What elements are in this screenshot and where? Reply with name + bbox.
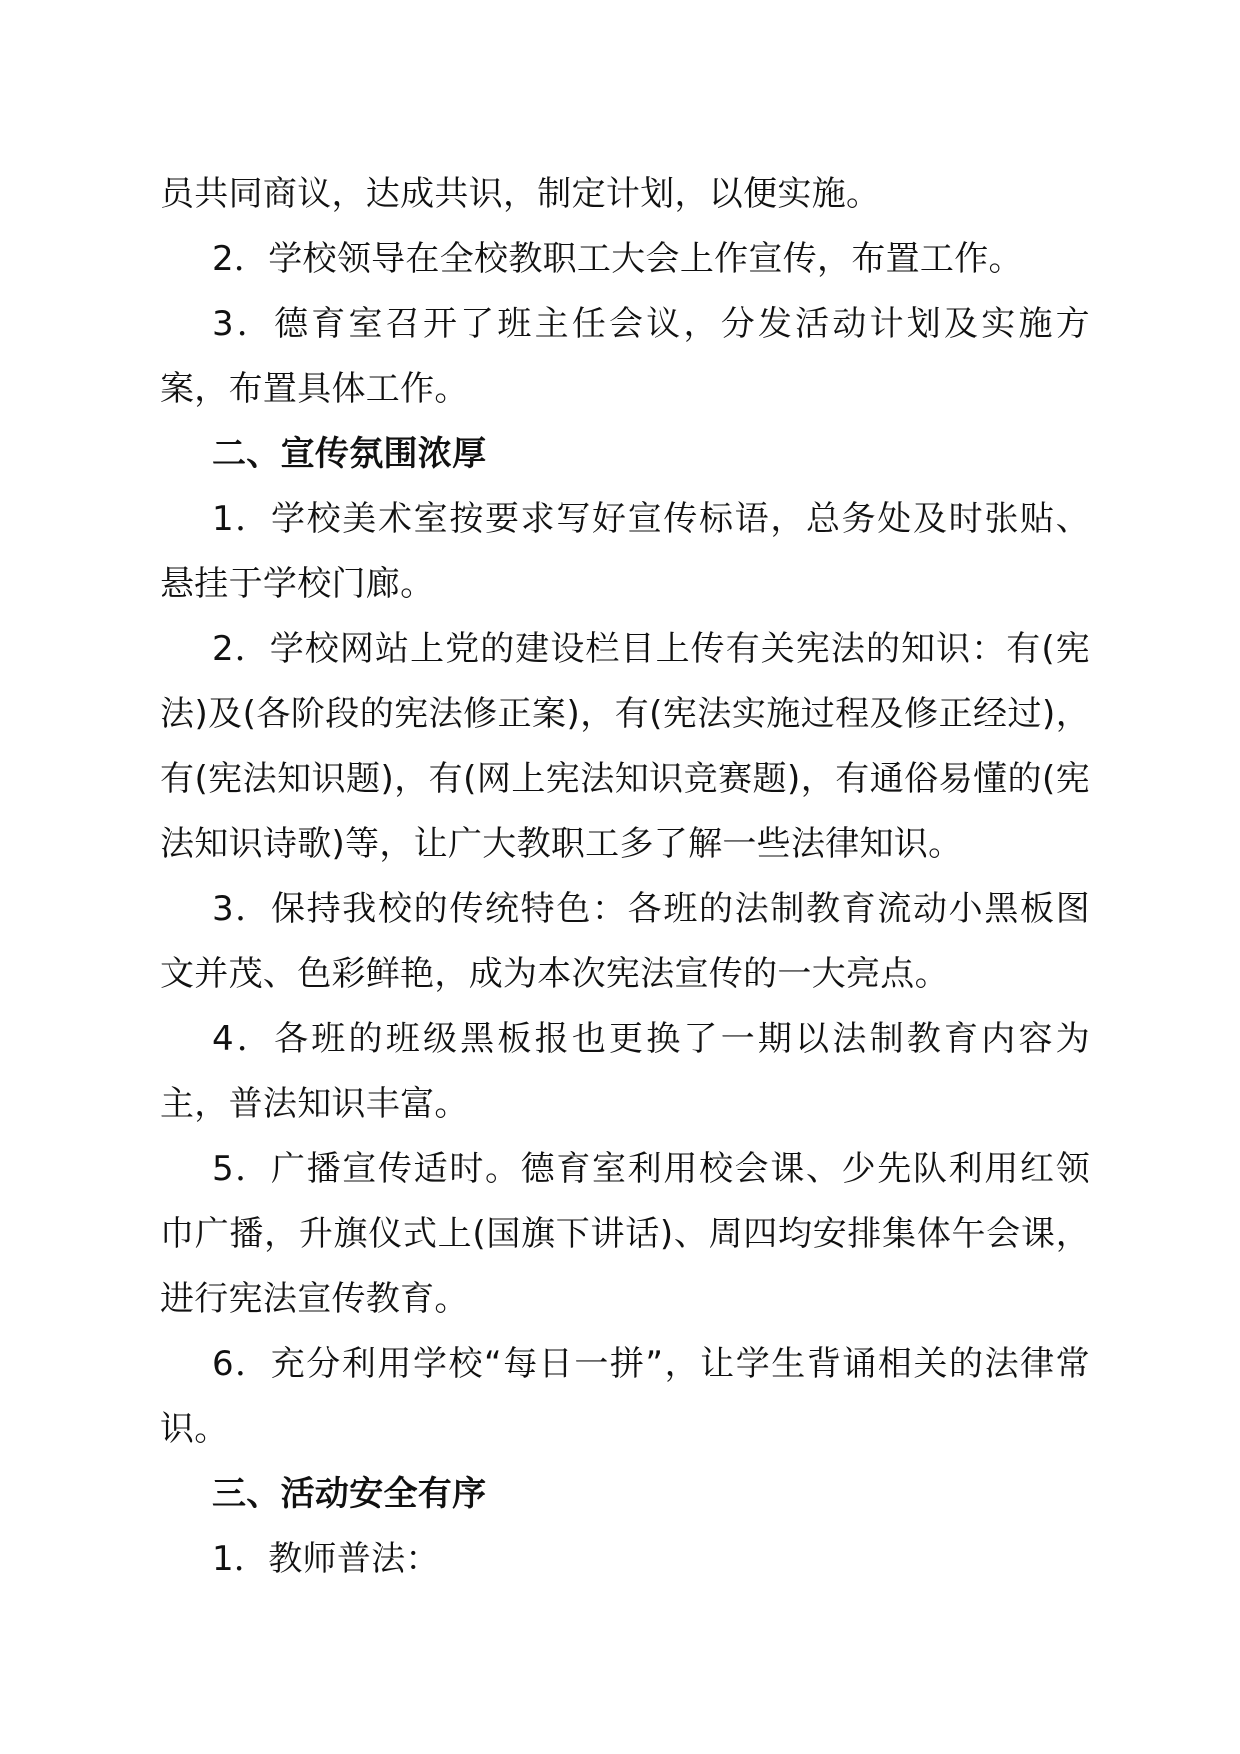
section-heading-3: 三、活动安全有序	[212, 1474, 487, 1514]
paragraph-section2-item-3: 3．保持我校的传统特色：各班的法制教育流动小黑板图文并茂、色彩鲜艳，成为本次宪法宣传的一大亮点。	[160, 889, 1090, 994]
section-heading-2: 二、宣传氛围浓厚	[212, 434, 487, 474]
paragraph-section2-item-1: 1．学校美术室按要求写好宣传标语，总务处及时张贴、悬挂于学校门廊。	[160, 499, 1090, 604]
paragraph-continuation: 员共同商议，达成共识，制定计划，以便实施。	[160, 174, 881, 214]
paragraph-section2-item-2: 2．学校网站上党的建设栏目上传有关宪法的知识：有(宪法)及(各阶段的宪法修正案)，有(宪法实施过程及修正经过)，有(宪法知识题)，有(网上宪法知识竞赛题)，有通俗易懂的(宪法知识诗歌)等，让广大教职工多了解一些法律知识。	[160, 629, 1090, 864]
paragraph-section2-item-4: 4．各班的班级黑板报也更换了一期以法制教育内容为主，普法知识丰富。	[160, 1019, 1090, 1124]
paragraph-item-3: 3．德育室召开了班主任会议，分发活动计划及实施方案，布置具体工作。	[160, 304, 1090, 409]
paragraph-section2-item-6: 6．充分利用学校“每日一拼”，让学生背诵相关的法律常识。	[160, 1344, 1090, 1449]
paragraph-section3-item-1: 1．教师普法：	[212, 1539, 440, 1579]
document-body	[160, 162, 1090, 1592]
paragraph-section2-item-5: 5．广播宣传适时。德育室利用校会课、少先队利用红领巾广播，升旗仪式上(国旗下讲话)、周四均安排集体午会课，进行宪法宣传教育。	[160, 1149, 1090, 1319]
paragraph-item-2: 2．学校领导在全校教职工大会上作宣传，布置工作。	[212, 239, 1023, 279]
